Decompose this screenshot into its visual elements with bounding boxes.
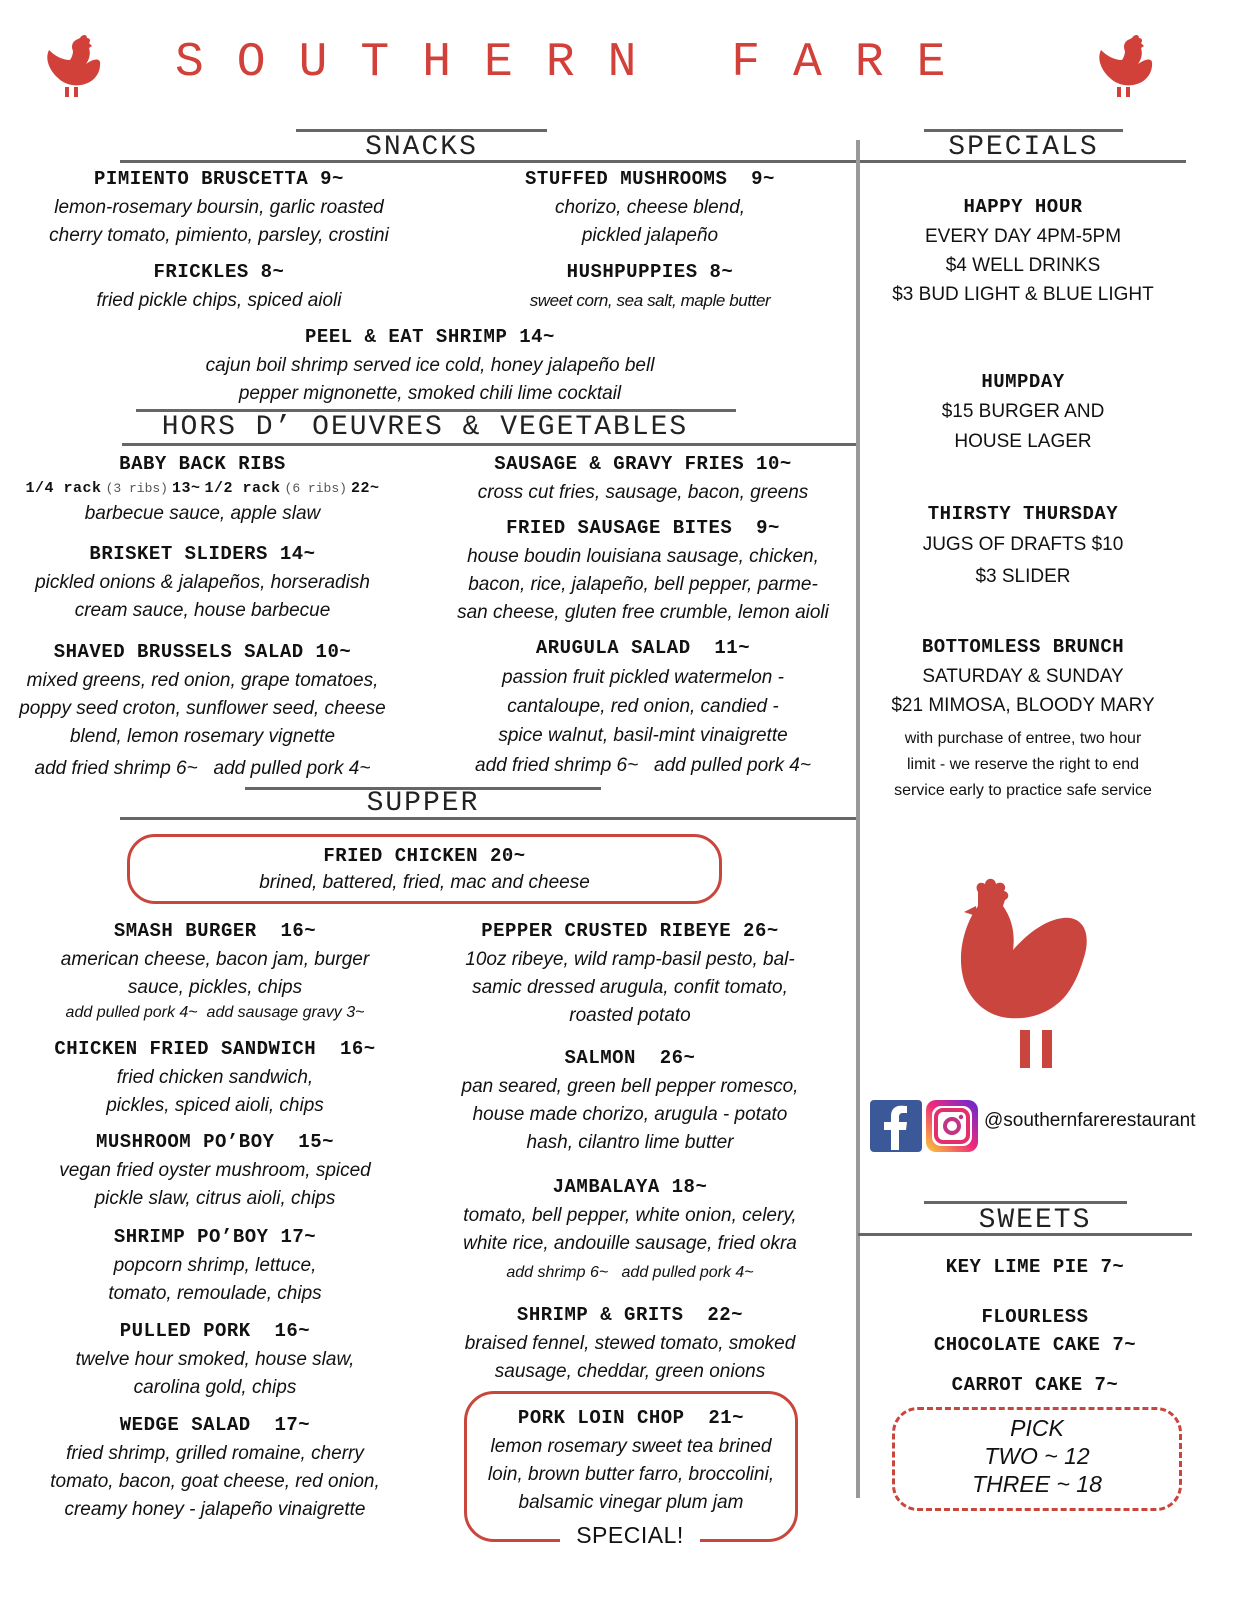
item-title: SMASH BURGER 16~ bbox=[113, 920, 317, 942]
item-desc: lemon rosemary sweet tea brined bbox=[490, 1436, 772, 1457]
special-line: $3 BUD LIGHT & BLUE LIGHT bbox=[892, 284, 1154, 305]
item-desc: cantaloupe, red onion, candied - bbox=[507, 696, 779, 717]
special-line: HOUSE LAGER bbox=[954, 431, 1092, 452]
section-specials: SPECIALS bbox=[948, 132, 1099, 163]
menu-item-arugula-salad bbox=[440, 637, 846, 780]
item-title: STUFFED MUSHROOMS 9~ bbox=[525, 168, 775, 190]
menu-item-jambalaya bbox=[430, 1176, 830, 1284]
special-line: $21 MIMOSA, BLOODY MARY bbox=[891, 695, 1155, 716]
item-desc: 10oz ribeye, wild ramp-basil pesto, bal- bbox=[465, 949, 795, 970]
item-desc: carolina gold, chips bbox=[133, 1377, 297, 1398]
item-desc: tomato, remoulade, chips bbox=[108, 1283, 322, 1304]
pick-line: THREE ~ 18 bbox=[972, 1471, 1102, 1497]
special-title: THIRSTY THURSDAY bbox=[927, 503, 1119, 525]
sweet-flourless-chocolate-cake bbox=[862, 1303, 1208, 1359]
special-thirsty-thursday bbox=[862, 503, 1184, 593]
item-title: FRIED CHICKEN 20~ bbox=[323, 845, 526, 867]
rack-half-price: 22~ bbox=[350, 480, 380, 497]
special-note: service early to practice safe service bbox=[894, 782, 1152, 799]
menu-item-fried-chicken bbox=[127, 845, 722, 897]
menu-item-fried-sausage-bites bbox=[440, 517, 846, 627]
section-supper: SUPPER bbox=[366, 788, 480, 819]
menu-item-shrimp-grits bbox=[430, 1304, 830, 1386]
item-desc: blend, lemon rosemary vignette bbox=[69, 726, 336, 747]
item-desc: vegan fried oyster mushroom, spiced bbox=[59, 1160, 371, 1181]
menu-item-pimiento-bruscetta bbox=[15, 168, 423, 250]
menu-item-frickles bbox=[15, 261, 423, 315]
menu-item-brisket-sliders bbox=[0, 543, 405, 625]
special-line: JUGS OF DRAFTS $10 bbox=[922, 534, 1124, 555]
rack-half-note: (6 ribs) bbox=[284, 481, 347, 496]
item-title: CHICKEN FRIED SANDWICH 16~ bbox=[54, 1038, 376, 1060]
ribs-portions bbox=[0, 477, 405, 500]
item-desc: creamy honey - jalapeño vinaigrette bbox=[64, 1499, 366, 1520]
pick-line: TWO ~ 12 bbox=[984, 1443, 1090, 1469]
rack-quarter-price: 13~ bbox=[171, 480, 201, 497]
item-title: PEPPER CRUSTED RIBEYE 26~ bbox=[481, 920, 779, 942]
item-desc: roasted potato bbox=[569, 1005, 691, 1026]
menu-item-pork-loin-chop bbox=[464, 1407, 798, 1517]
special-title: HAPPY HOUR bbox=[963, 196, 1083, 218]
rack-quarter-label: 1/4 rack bbox=[25, 480, 102, 497]
special-title: BOTTOMLESS BRUNCH bbox=[921, 636, 1125, 658]
item-desc: hash, cilantro lime butter bbox=[526, 1132, 734, 1153]
facebook-icon[interactable] bbox=[870, 1100, 922, 1152]
special-line: $3 SLIDER bbox=[975, 566, 1071, 587]
item-desc: fried pickle chips, spiced aioli bbox=[96, 290, 342, 311]
sweets-pick-deal bbox=[892, 1414, 1182, 1498]
item-desc: cherry tomato, pimiento, parsley, crostini bbox=[49, 225, 389, 246]
special-humpday bbox=[862, 371, 1184, 457]
item-desc: sweet corn, sea salt, maple butter bbox=[529, 291, 771, 310]
item-title: FRICKLES 8~ bbox=[153, 261, 285, 283]
menu-item-chicken-fried-sandwich bbox=[15, 1038, 415, 1120]
item-desc: poppy seed croton, sunflower seed, cheese bbox=[19, 698, 386, 719]
menu-item-shrimp-poboy bbox=[15, 1226, 415, 1308]
item-title: BRISKET SLIDERS 14~ bbox=[89, 543, 316, 565]
rooster-logo-left bbox=[36, 32, 102, 98]
special-note: limit - we reserve the right to end bbox=[906, 756, 1140, 773]
item-title: PEEL & EAT SHRIMP 14~ bbox=[305, 326, 555, 348]
sweet-carrot-cake bbox=[862, 1374, 1208, 1396]
item-desc: chorizo, cheese blend, bbox=[554, 197, 746, 218]
item-title: SHRIMP PO’BOY 17~ bbox=[113, 1226, 317, 1248]
item-desc: cross cut fries, sausage, bacon, greens bbox=[477, 482, 809, 503]
item-title: FRIED SAUSAGE BITES 9~ bbox=[506, 517, 780, 539]
item-add-ons: add pulled pork 4~ add sausage gravy 3~ bbox=[65, 1004, 365, 1021]
item-desc: balsamic vinegar plum jam bbox=[518, 1492, 744, 1513]
item-add-ons: add fried shrimp 6~ add pulled pork 4~ bbox=[475, 755, 811, 776]
item-desc: sausage, cheddar, green onions bbox=[494, 1361, 766, 1382]
item-desc: cream sauce, house barbecue bbox=[74, 600, 331, 621]
item-title: PULLED PORK 16~ bbox=[119, 1320, 311, 1342]
menu-item-wedge-salad bbox=[15, 1414, 415, 1524]
item-desc: house made chorizo, arugula - potato bbox=[472, 1104, 788, 1125]
item-desc: mixed greens, red onion, grape tomatoes, bbox=[26, 670, 379, 691]
item-title: HUSHPUPPIES 8~ bbox=[566, 261, 734, 283]
special-title: HUMPDAY bbox=[981, 371, 1065, 393]
sweet-title: FLOURLESS bbox=[981, 1306, 1089, 1328]
menu-item-sausage-gravy-fries bbox=[440, 453, 846, 507]
item-title: SHRIMP & GRITS 22~ bbox=[516, 1304, 744, 1326]
special-bottomless-brunch bbox=[862, 636, 1184, 804]
menu-item-hushpuppies bbox=[450, 261, 850, 315]
item-desc: fried shrimp, grilled romaine, cherry bbox=[66, 1443, 364, 1464]
item-desc: twelve hour smoked, house slaw, bbox=[75, 1349, 355, 1370]
menu-item-stuffed-mushrooms bbox=[450, 168, 850, 250]
menu-item-peel-eat-shrimp bbox=[120, 326, 740, 408]
item-title: MUSHROOM PO’BOY 15~ bbox=[95, 1131, 335, 1153]
special-happy-hour bbox=[862, 196, 1184, 309]
sweet-key-lime-pie bbox=[862, 1256, 1208, 1278]
column-divider bbox=[856, 140, 860, 1498]
pick-line: PICK bbox=[1010, 1415, 1064, 1441]
item-desc: house boudin louisiana sausage, chicken, bbox=[467, 546, 819, 567]
divider bbox=[924, 1201, 1127, 1204]
rooster-illustration bbox=[958, 872, 1106, 1072]
item-title: PIMIENTO BRUSCETTA 9~ bbox=[94, 168, 344, 190]
social-handle[interactable]: @southernfarerestaurant bbox=[984, 1110, 1196, 1131]
section-hors-doeuvres: HORS D’ OEUVRES & VEGETABLES bbox=[161, 412, 689, 443]
menu-item-mushroom-poboy bbox=[15, 1131, 415, 1213]
menu-item-pepper-crusted-ribeye bbox=[430, 920, 830, 1030]
item-desc: san cheese, gluten free crumble, lemon aioli bbox=[457, 602, 829, 623]
menu-item-salmon bbox=[430, 1047, 830, 1157]
item-add-ons: add fried shrimp 6~ add pulled pork 4~ bbox=[34, 758, 371, 779]
sweet-title: KEY LIME PIE 7~ bbox=[945, 1256, 1125, 1278]
item-title: PORK LOIN CHOP 21~ bbox=[517, 1407, 745, 1429]
item-desc: samic dressed arugula, confit tomato, bbox=[472, 977, 788, 998]
item-desc: popcorn shrimp, lettuce, bbox=[113, 1255, 317, 1276]
special-line: EVERY DAY 4PM-5PM bbox=[924, 226, 1122, 247]
social-row bbox=[870, 1100, 1210, 1152]
menu-item-shaved-brussels-salad bbox=[0, 641, 405, 783]
item-title: ARUGULA SALAD 11~ bbox=[535, 637, 751, 659]
item-desc: loin, brown butter farro, broccolini, bbox=[487, 1464, 775, 1485]
item-desc: cajun boil shrimp served ice cold, honey jalapeño bell bbox=[205, 355, 655, 376]
item-desc: spice walnut, basil-mint vinaigrette bbox=[498, 725, 788, 746]
item-desc: tomato, bacon, goat cheese, red onion, bbox=[50, 1471, 380, 1492]
item-desc: passion fruit pickled watermelon - bbox=[502, 667, 784, 688]
divider bbox=[122, 443, 856, 446]
item-desc: pepper mignonette, smoked chili lime cocktail bbox=[238, 383, 622, 404]
item-desc: white rice, andouille sausage, fried okra bbox=[463, 1233, 797, 1254]
item-desc: lemon-rosemary boursin, garlic roasted bbox=[54, 197, 384, 218]
item-title: SALMON 26~ bbox=[564, 1047, 696, 1069]
item-desc: bacon, rice, jalapeño, bell pepper, parme- bbox=[468, 574, 818, 595]
section-snacks: SNACKS bbox=[365, 132, 478, 163]
item-desc: barbecue sauce, apple slaw bbox=[84, 503, 321, 524]
item-title: JAMBALAYA 18~ bbox=[552, 1176, 708, 1198]
menu-item-smash-burger bbox=[15, 920, 415, 1024]
item-desc: brined, battered, fried, mac and cheese bbox=[259, 872, 590, 893]
special-line: SATURDAY & SUNDAY bbox=[922, 666, 1124, 687]
section-sweets: SWEETS bbox=[978, 1205, 1092, 1236]
item-desc: sauce, pickles, chips bbox=[127, 977, 303, 998]
special-line: $15 BURGER AND bbox=[941, 401, 1105, 422]
item-desc: tomato, bell pepper, white onion, celery, bbox=[463, 1205, 797, 1226]
special-line: $4 WELL DRINKS bbox=[945, 255, 1101, 276]
restaurant-title: SOUTHERN FARE bbox=[175, 36, 979, 90]
menu-item-baby-back-ribs bbox=[0, 453, 405, 528]
item-desc: pickled onions & jalapeños, horseradish bbox=[35, 572, 370, 593]
rack-half-label: 1/2 rack bbox=[204, 480, 281, 497]
item-add-ons: add shrimp 6~ add pulled pork 4~ bbox=[506, 1264, 754, 1281]
item-title: BABY BACK RIBS bbox=[119, 453, 286, 475]
rack-quarter-note: (3 ribs) bbox=[105, 481, 168, 496]
special-tag: SPECIAL! bbox=[560, 1522, 700, 1549]
item-desc: american cheese, bacon jam, burger bbox=[60, 949, 370, 970]
item-desc: pickle slaw, citrus aioli, chips bbox=[94, 1188, 336, 1209]
item-title: WEDGE SALAD 17~ bbox=[119, 1414, 311, 1436]
item-title: SHAVED BRUSSELS SALAD 10~ bbox=[53, 641, 352, 663]
menu-item-pulled-pork bbox=[15, 1320, 415, 1402]
item-desc: pickled jalapeño bbox=[581, 225, 719, 246]
rooster-logo-right bbox=[1088, 32, 1154, 98]
special-note: with purchase of entree, two hour bbox=[904, 730, 1142, 747]
item-desc: pickles, spiced aioli, chips bbox=[106, 1095, 324, 1116]
item-desc: fried chicken sandwich, bbox=[116, 1067, 314, 1088]
sweet-title: CHOCOLATE CAKE 7~ bbox=[933, 1334, 1137, 1356]
item-title: SAUSAGE & GRAVY FRIES 10~ bbox=[494, 453, 792, 475]
sweet-title: CARROT CAKE 7~ bbox=[951, 1374, 1119, 1396]
item-desc: braised fennel, stewed tomato, smoked bbox=[464, 1333, 796, 1354]
item-desc: pan seared, green bell pepper romesco, bbox=[461, 1076, 799, 1097]
instagram-icon[interactable] bbox=[926, 1100, 978, 1152]
